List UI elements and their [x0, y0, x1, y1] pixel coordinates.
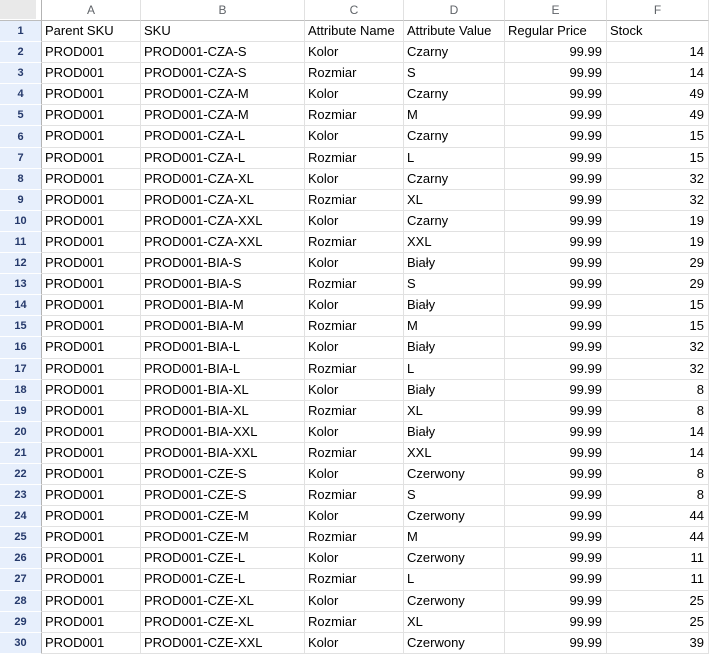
cell-D22[interactable]: Czerwony — [404, 464, 505, 485]
cell-D19[interactable]: XL — [404, 401, 505, 422]
cell-C23[interactable]: Rozmiar — [305, 485, 404, 506]
cell-E28[interactable]: 99.99 — [505, 591, 607, 612]
cell-D3[interactable]: S — [404, 63, 505, 84]
cell-C12[interactable]: Kolor — [305, 253, 404, 274]
cell-D8[interactable]: Czarny — [404, 169, 505, 190]
cell-E23[interactable]: 99.99 — [505, 485, 607, 506]
cell-D28[interactable]: Czerwony — [404, 591, 505, 612]
cell-B1[interactable]: SKU — [141, 21, 305, 42]
cell-C28[interactable]: Kolor — [305, 591, 404, 612]
cell-F17[interactable]: 32 — [607, 359, 709, 380]
cell-F16[interactable]: 32 — [607, 337, 709, 358]
cell-B10[interactable]: PROD001-CZA-XXL — [141, 211, 305, 232]
cell-D26[interactable]: Czerwony — [404, 548, 505, 569]
cell-A15[interactable]: PROD001 — [42, 316, 141, 337]
row-header-5[interactable]: 5 — [0, 105, 42, 126]
cell-E9[interactable]: 99.99 — [505, 190, 607, 211]
cell-A25[interactable]: PROD001 — [42, 527, 141, 548]
cell-E19[interactable]: 99.99 — [505, 401, 607, 422]
cell-E15[interactable]: 99.99 — [505, 316, 607, 337]
cell-A13[interactable]: PROD001 — [42, 274, 141, 295]
cell-C6[interactable]: Kolor — [305, 126, 404, 147]
cell-D14[interactable]: Biały — [404, 295, 505, 316]
cell-E3[interactable]: 99.99 — [505, 63, 607, 84]
row-header-9[interactable]: 9 — [0, 190, 42, 211]
cell-D1[interactable]: Attribute Value — [404, 21, 505, 42]
column-header-D[interactable]: D — [404, 0, 505, 21]
cell-F29[interactable]: 25 — [607, 612, 709, 633]
cell-E10[interactable]: 99.99 — [505, 211, 607, 232]
cell-C25[interactable]: Rozmiar — [305, 527, 404, 548]
cell-E13[interactable]: 99.99 — [505, 274, 607, 295]
row-header-25[interactable]: 25 — [0, 527, 42, 548]
cell-C5[interactable]: Rozmiar — [305, 105, 404, 126]
cell-D29[interactable]: XL — [404, 612, 505, 633]
cell-E30[interactable]: 99.99 — [505, 633, 607, 654]
cell-A27[interactable]: PROD001 — [42, 569, 141, 590]
cell-A30[interactable]: PROD001 — [42, 633, 141, 654]
cell-C14[interactable]: Kolor — [305, 295, 404, 316]
cell-A19[interactable]: PROD001 — [42, 401, 141, 422]
row-header-7[interactable]: 7 — [0, 148, 42, 169]
cell-D18[interactable]: Biały — [404, 380, 505, 401]
cell-B16[interactable]: PROD001-BIA-L — [141, 337, 305, 358]
cell-A22[interactable]: PROD001 — [42, 464, 141, 485]
cell-A23[interactable]: PROD001 — [42, 485, 141, 506]
cell-F8[interactable]: 32 — [607, 169, 709, 190]
cell-F26[interactable]: 11 — [607, 548, 709, 569]
cell-E26[interactable]: 99.99 — [505, 548, 607, 569]
cell-D10[interactable]: Czarny — [404, 211, 505, 232]
cell-B17[interactable]: PROD001-BIA-L — [141, 359, 305, 380]
row-header-28[interactable]: 28 — [0, 591, 42, 612]
cell-A26[interactable]: PROD001 — [42, 548, 141, 569]
row-header-2[interactable]: 2 — [0, 42, 42, 63]
cell-C10[interactable]: Kolor — [305, 211, 404, 232]
cell-F14[interactable]: 15 — [607, 295, 709, 316]
row-header-11[interactable]: 11 — [0, 232, 42, 253]
cell-A18[interactable]: PROD001 — [42, 380, 141, 401]
cell-A24[interactable]: PROD001 — [42, 506, 141, 527]
cell-B18[interactable]: PROD001-BIA-XL — [141, 380, 305, 401]
cell-D20[interactable]: Biały — [404, 422, 505, 443]
cell-E16[interactable]: 99.99 — [505, 337, 607, 358]
cell-F3[interactable]: 14 — [607, 63, 709, 84]
select-all-corner[interactable] — [0, 0, 42, 21]
cell-B15[interactable]: PROD001-BIA-M — [141, 316, 305, 337]
cell-E11[interactable]: 99.99 — [505, 232, 607, 253]
cell-E14[interactable]: 99.99 — [505, 295, 607, 316]
cell-B11[interactable]: PROD001-CZA-XXL — [141, 232, 305, 253]
cell-D5[interactable]: M — [404, 105, 505, 126]
cell-D7[interactable]: L — [404, 148, 505, 169]
cell-D15[interactable]: M — [404, 316, 505, 337]
cell-F9[interactable]: 32 — [607, 190, 709, 211]
column-header-E[interactable]: E — [505, 0, 607, 21]
row-header-1[interactable]: 1 — [0, 21, 42, 42]
cell-B12[interactable]: PROD001-BIA-S — [141, 253, 305, 274]
cell-C24[interactable]: Kolor — [305, 506, 404, 527]
cell-E20[interactable]: 99.99 — [505, 422, 607, 443]
cell-A8[interactable]: PROD001 — [42, 169, 141, 190]
cell-A3[interactable]: PROD001 — [42, 63, 141, 84]
cell-A12[interactable]: PROD001 — [42, 253, 141, 274]
cell-F21[interactable]: 14 — [607, 443, 709, 464]
cell-B25[interactable]: PROD001-CZE-M — [141, 527, 305, 548]
cell-C22[interactable]: Kolor — [305, 464, 404, 485]
cell-B27[interactable]: PROD001-CZE-L — [141, 569, 305, 590]
cell-F7[interactable]: 15 — [607, 148, 709, 169]
cell-C13[interactable]: Rozmiar — [305, 274, 404, 295]
cell-B24[interactable]: PROD001-CZE-M — [141, 506, 305, 527]
cell-D2[interactable]: Czarny — [404, 42, 505, 63]
cell-E21[interactable]: 99.99 — [505, 443, 607, 464]
cell-C20[interactable]: Kolor — [305, 422, 404, 443]
cell-E2[interactable]: 99.99 — [505, 42, 607, 63]
cell-D21[interactable]: XXL — [404, 443, 505, 464]
cell-E24[interactable]: 99.99 — [505, 506, 607, 527]
row-header-13[interactable]: 13 — [0, 274, 42, 295]
cell-A10[interactable]: PROD001 — [42, 211, 141, 232]
cell-B20[interactable]: PROD001-BIA-XXL — [141, 422, 305, 443]
cell-D24[interactable]: Czerwony — [404, 506, 505, 527]
cell-E5[interactable]: 99.99 — [505, 105, 607, 126]
cell-C3[interactable]: Rozmiar — [305, 63, 404, 84]
cell-F18[interactable]: 8 — [607, 380, 709, 401]
cell-E25[interactable]: 99.99 — [505, 527, 607, 548]
row-header-29[interactable]: 29 — [0, 612, 42, 633]
row-header-15[interactable]: 15 — [0, 316, 42, 337]
cell-F13[interactable]: 29 — [607, 274, 709, 295]
cell-C30[interactable]: Kolor — [305, 633, 404, 654]
cell-C4[interactable]: Kolor — [305, 84, 404, 105]
row-header-14[interactable]: 14 — [0, 295, 42, 316]
cell-F22[interactable]: 8 — [607, 464, 709, 485]
cell-C15[interactable]: Rozmiar — [305, 316, 404, 337]
cell-B28[interactable]: PROD001-CZE-XL — [141, 591, 305, 612]
cell-F27[interactable]: 11 — [607, 569, 709, 590]
cell-F11[interactable]: 19 — [607, 232, 709, 253]
cell-B13[interactable]: PROD001-BIA-S — [141, 274, 305, 295]
cell-D25[interactable]: M — [404, 527, 505, 548]
column-header-B[interactable]: B — [141, 0, 305, 21]
cell-F25[interactable]: 44 — [607, 527, 709, 548]
cell-C16[interactable]: Kolor — [305, 337, 404, 358]
cell-F4[interactable]: 49 — [607, 84, 709, 105]
cell-C21[interactable]: Rozmiar — [305, 443, 404, 464]
cell-F23[interactable]: 8 — [607, 485, 709, 506]
row-header-22[interactable]: 22 — [0, 464, 42, 485]
cell-F10[interactable]: 19 — [607, 211, 709, 232]
cell-D16[interactable]: Biały — [404, 337, 505, 358]
row-header-6[interactable]: 6 — [0, 126, 42, 147]
cell-F28[interactable]: 25 — [607, 591, 709, 612]
cell-B4[interactable]: PROD001-CZA-M — [141, 84, 305, 105]
row-header-30[interactable]: 30 — [0, 633, 42, 654]
cell-E27[interactable]: 99.99 — [505, 569, 607, 590]
cell-A11[interactable]: PROD001 — [42, 232, 141, 253]
cell-B8[interactable]: PROD001-CZA-XL — [141, 169, 305, 190]
cell-F24[interactable]: 44 — [607, 506, 709, 527]
cell-B29[interactable]: PROD001-CZE-XL — [141, 612, 305, 633]
column-header-F[interactable]: F — [607, 0, 709, 21]
row-header-16[interactable]: 16 — [0, 337, 42, 358]
cell-F12[interactable]: 29 — [607, 253, 709, 274]
cell-D30[interactable]: Czerwony — [404, 633, 505, 654]
cell-C18[interactable]: Kolor — [305, 380, 404, 401]
cell-E4[interactable]: 99.99 — [505, 84, 607, 105]
cell-B9[interactable]: PROD001-CZA-XL — [141, 190, 305, 211]
cell-C2[interactable]: Kolor — [305, 42, 404, 63]
cell-B23[interactable]: PROD001-CZE-S — [141, 485, 305, 506]
cell-C11[interactable]: Rozmiar — [305, 232, 404, 253]
cell-A4[interactable]: PROD001 — [42, 84, 141, 105]
cell-A29[interactable]: PROD001 — [42, 612, 141, 633]
cell-C1[interactable]: Attribute Name — [305, 21, 404, 42]
cell-E6[interactable]: 99.99 — [505, 126, 607, 147]
cell-B5[interactable]: PROD001-CZA-M — [141, 105, 305, 126]
column-header-C[interactable]: C — [305, 0, 404, 21]
cell-D27[interactable]: L — [404, 569, 505, 590]
cell-C7[interactable]: Rozmiar — [305, 148, 404, 169]
select-all-corner-box — [0, 0, 36, 19]
cell-F15[interactable]: 15 — [607, 316, 709, 337]
cell-E12[interactable]: 99.99 — [505, 253, 607, 274]
row-header-23[interactable]: 23 — [0, 485, 42, 506]
cell-F20[interactable]: 14 — [607, 422, 709, 443]
cell-F6[interactable]: 15 — [607, 126, 709, 147]
cell-D6[interactable]: Czarny — [404, 126, 505, 147]
row-header-27[interactable]: 27 — [0, 569, 42, 590]
cell-F19[interactable]: 8 — [607, 401, 709, 422]
cell-B21[interactable]: PROD001-BIA-XXL — [141, 443, 305, 464]
cell-E22[interactable]: 99.99 — [505, 464, 607, 485]
cell-C9[interactable]: Rozmiar — [305, 190, 404, 211]
cell-C29[interactable]: Rozmiar — [305, 612, 404, 633]
cell-D12[interactable]: Biały — [404, 253, 505, 274]
cell-D11[interactable]: XXL — [404, 232, 505, 253]
cell-F5[interactable]: 49 — [607, 105, 709, 126]
column-header-A[interactable]: A — [42, 0, 141, 21]
cell-C26[interactable]: Kolor — [305, 548, 404, 569]
cell-B7[interactable]: PROD001-CZA-L — [141, 148, 305, 169]
cell-A20[interactable]: PROD001 — [42, 422, 141, 443]
cell-F1[interactable]: Stock — [607, 21, 709, 42]
row-header-10[interactable]: 10 — [0, 211, 42, 232]
cell-E1[interactable]: Regular Price — [505, 21, 607, 42]
cell-B26[interactable]: PROD001-CZE-L — [141, 548, 305, 569]
cell-A14[interactable]: PROD001 — [42, 295, 141, 316]
cell-B22[interactable]: PROD001-CZE-S — [141, 464, 305, 485]
row-header-3[interactable]: 3 — [0, 63, 42, 84]
row-header-8[interactable]: 8 — [0, 169, 42, 190]
row-header-26[interactable]: 26 — [0, 548, 42, 569]
cell-A28[interactable]: PROD001 — [42, 591, 141, 612]
row-header-17[interactable]: 17 — [0, 359, 42, 380]
cell-E17[interactable]: 99.99 — [505, 359, 607, 380]
row-header-18[interactable]: 18 — [0, 380, 42, 401]
row-header-4[interactable]: 4 — [0, 84, 42, 105]
cell-B2[interactable]: PROD001-CZA-S — [141, 42, 305, 63]
cell-A2[interactable]: PROD001 — [42, 42, 141, 63]
cell-B3[interactable]: PROD001-CZA-S — [141, 63, 305, 84]
cell-D17[interactable]: L — [404, 359, 505, 380]
cell-A17[interactable]: PROD001 — [42, 359, 141, 380]
cell-A5[interactable]: PROD001 — [42, 105, 141, 126]
cell-B19[interactable]: PROD001-BIA-XL — [141, 401, 305, 422]
cell-C8[interactable]: Kolor — [305, 169, 404, 190]
cell-A6[interactable]: PROD001 — [42, 126, 141, 147]
cell-C19[interactable]: Rozmiar — [305, 401, 404, 422]
cell-D9[interactable]: XL — [404, 190, 505, 211]
cell-E8[interactable]: 99.99 — [505, 169, 607, 190]
row-header-24[interactable]: 24 — [0, 506, 42, 527]
row-header-19[interactable]: 19 — [0, 401, 42, 422]
cell-D23[interactable]: S — [404, 485, 505, 506]
cell-F2[interactable]: 14 — [607, 42, 709, 63]
cell-C27[interactable]: Rozmiar — [305, 569, 404, 590]
cell-D13[interactable]: S — [404, 274, 505, 295]
cell-A9[interactable]: PROD001 — [42, 190, 141, 211]
cell-A1[interactable]: Parent SKU — [42, 21, 141, 42]
cell-E7[interactable]: 99.99 — [505, 148, 607, 169]
cell-A7[interactable]: PROD001 — [42, 148, 141, 169]
row-header-21[interactable]: 21 — [0, 443, 42, 464]
cell-A16[interactable]: PROD001 — [42, 337, 141, 358]
cell-F30[interactable]: 39 — [607, 633, 709, 654]
cell-A21[interactable]: PROD001 — [42, 443, 141, 464]
row-header-20[interactable]: 20 — [0, 422, 42, 443]
cell-E18[interactable]: 99.99 — [505, 380, 607, 401]
row-header-12[interactable]: 12 — [0, 253, 42, 274]
cell-D4[interactable]: Czarny — [404, 84, 505, 105]
cell-C17[interactable]: Rozmiar — [305, 359, 404, 380]
cell-B14[interactable]: PROD001-BIA-M — [141, 295, 305, 316]
cell-B6[interactable]: PROD001-CZA-L — [141, 126, 305, 147]
cell-B30[interactable]: PROD001-CZE-XXL — [141, 633, 305, 654]
cell-E29[interactable]: 99.99 — [505, 612, 607, 633]
